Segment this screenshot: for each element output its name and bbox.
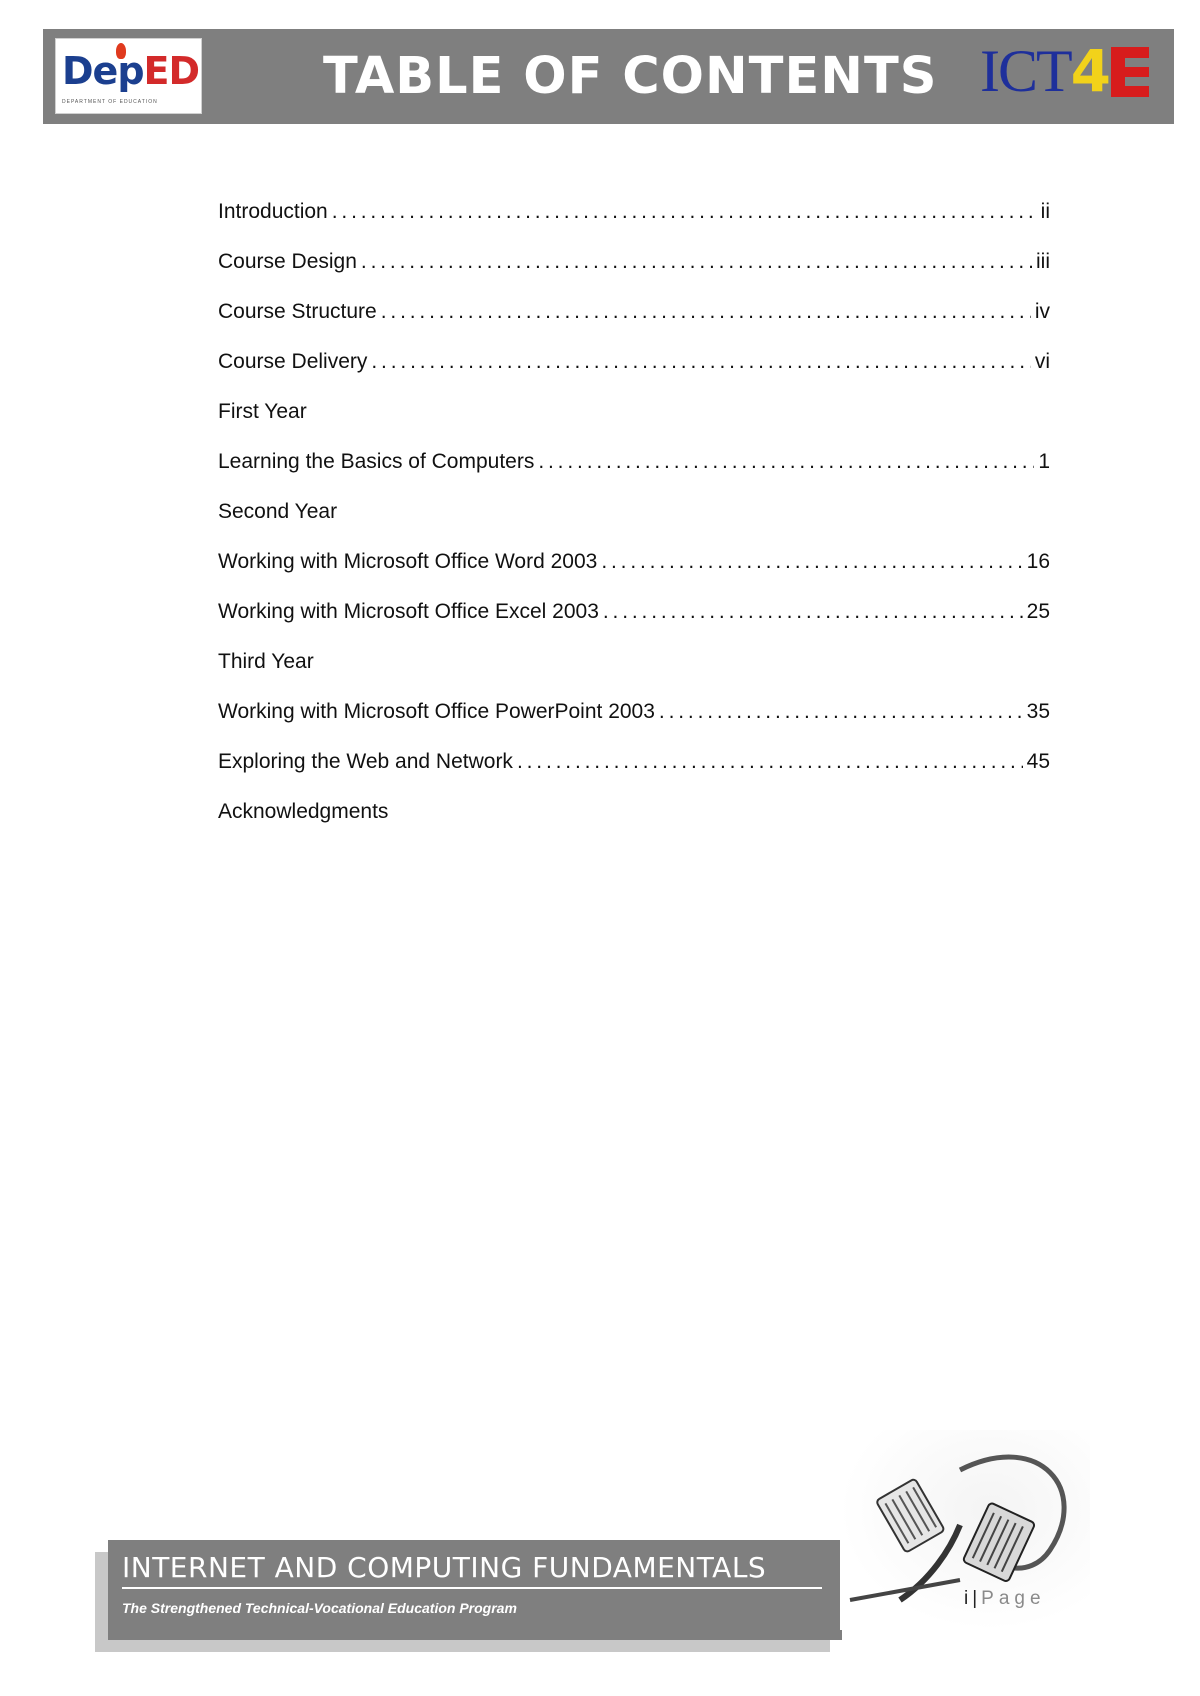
toc-entry-page: iv [1034, 300, 1050, 323]
toc-entry-label: Learning the Basics of Computers [218, 450, 535, 473]
toc-entry-label: Acknowledgments [218, 800, 389, 823]
toc-dot-leader [332, 200, 1037, 224]
toc-entry[interactable] [218, 300, 1050, 350]
toc-dot-leader [371, 350, 1030, 374]
toc-entry-page: 16 [1026, 550, 1050, 573]
toc-entry-page: iii [1036, 250, 1050, 273]
toc-entry-label: Introduction [218, 200, 328, 223]
footer-banner [108, 1540, 842, 1640]
header-banner [43, 29, 1174, 124]
toc-dot-leader [361, 250, 1032, 274]
table-of-contents [218, 200, 1050, 850]
toc-entry[interactable] [218, 650, 1050, 700]
toc-entry-page: 25 [1026, 600, 1050, 623]
toc-dot-leader [517, 750, 1023, 774]
toc-dot-leader [659, 700, 1023, 724]
toc-entry-label: Second Year [218, 500, 338, 523]
toc-entry[interactable] [218, 600, 1050, 650]
footer-subtitle: The Strengthened Technical-Vocational Education Program [122, 1600, 517, 1616]
toc-entry[interactable] [218, 400, 1050, 450]
toc-entry-label: Course Delivery [218, 350, 368, 373]
toc-entry-label: First Year [218, 400, 307, 423]
page-number: i | Page [964, 1588, 1046, 1609]
toc-entry[interactable] [218, 750, 1050, 800]
toc-entry-label: Working with Microsoft Office Word 2003 [218, 550, 598, 573]
ict4e-logo: ICT4 [980, 43, 1149, 99]
toc-dot-leader [601, 550, 1022, 574]
toc-entry[interactable] [218, 200, 1050, 250]
toc-dot-leader [538, 450, 1034, 474]
toc-dot-leader [603, 600, 1023, 624]
toc-entry[interactable] [218, 550, 1050, 600]
toc-entry[interactable] [218, 450, 1050, 500]
toc-entry-label: Course Design [218, 250, 357, 273]
footer-divider [122, 1587, 822, 1589]
toc-entry-page: 1 [1038, 450, 1050, 473]
toc-entry-label: Exploring the Web and Network [218, 750, 513, 773]
toc-entry[interactable] [218, 350, 1050, 400]
toc-entry-page: ii [1040, 200, 1050, 223]
deped-logo: DepED DEPARTMENT OF EDUCATION [55, 38, 202, 114]
toc-entry-page: 35 [1026, 700, 1050, 723]
toc-entry-label: Working with Microsoft Office Excel 2003 [218, 600, 599, 623]
toc-entry[interactable] [218, 700, 1050, 750]
toc-entry[interactable] [218, 800, 1050, 850]
toc-entry-page: 45 [1026, 750, 1050, 773]
toc-dot-leader [381, 300, 1031, 324]
toc-entry-label: Working with Microsoft Office PowerPoint 2003 [218, 700, 655, 723]
toc-entry[interactable] [218, 250, 1050, 300]
toc-entry-label: Course Structure [218, 300, 377, 323]
footer-title: INTERNET AND COMPUTING FUNDAMENTALS [122, 1551, 767, 1584]
page-title: TABLE OF CONTENTS [323, 47, 938, 106]
e-block-icon [1111, 47, 1149, 97]
toc-entry[interactable] [218, 500, 1050, 550]
toc-entry-label: Third Year [218, 650, 314, 673]
toc-entry-page: vi [1034, 350, 1050, 373]
